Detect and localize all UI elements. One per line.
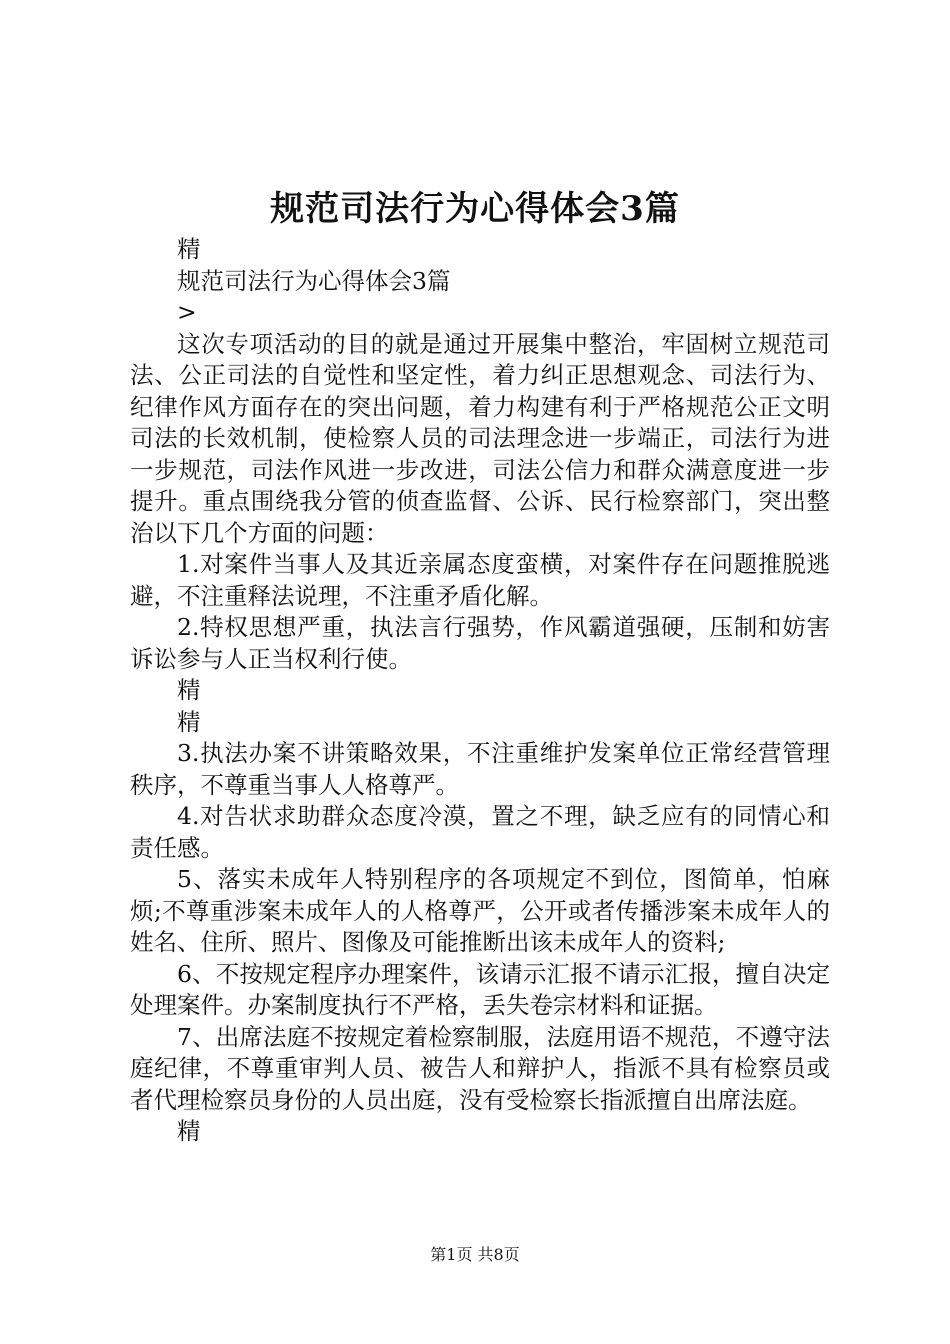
paragraph: > (177, 298, 197, 326)
paragraph: 1.对案件当事人及其近亲属态度蛮横，对案件存在问题推脱逃避，不注重释法说理，不注重矛盾化解。 (130, 550, 830, 610)
document-title: 规范司法行为心得体会3篇 (270, 189, 680, 229)
paragraph: 2.特权思想严重，执法言行强势，作风霸道强硬，压制和妨害诉讼参与人正当权利行使。 (130, 613, 830, 673)
paragraph: 4.对告状求助群众态度冷漠，置之不理，缺乏应有的同情心和责任感。 (130, 802, 830, 862)
paragraph: 精 (177, 707, 201, 736)
paragraph: 7、出席法庭不按规定着检察制服，法庭用语不规范，不遵守法庭纪律，不尊重审判人员、被告人和辩护人，指派不具有检察员或者代理检察员身份的人员出庭，没有受检察长指派擅自出席法庭。 (130, 1022, 830, 1114)
page-indicator: 第1页 共8页 (430, 1245, 520, 1264)
paragraph: 5、落实未成年人特别程序的各项规定不到位，图简单，怕麻烦;不尊重涉案未成年人的人格尊严，公开或者传播涉案未成年人的姓名、住所、照片、图像及可能推断出该未成年人的资料; (130, 865, 830, 956)
paragraph: 这次专项活动的目的就是通过开展集中整治，牢固树立规范司法、公正司法的自觉性和坚定性，着力纠正思想观念、司法行为、纪律作风方面存在的突出问题，着力构建有利于严格规范公正文明司法的长效机制，使检察人员的司法理念进一步端正，司法行为进一步规范，司法作风进一步改进，司法公信力和群众满意度进一步提升。重点围绕我分管的侦查监督、公诉、民行检察部门，突出整治以下几个方面的问题： (130, 329, 830, 547)
paragraph: 精 (177, 235, 201, 263)
paragraph: 6、不按规定程序办理案件，该请示汇报不请示汇报，擅自决定处理案件。办案制度执行不严格，丢失卷宗材料和证据。 (130, 959, 830, 1019)
paragraph: 3.执法办案不讲策略效果，不注重维护发案单位正常经营管理秩序，不尊重当事人人格尊严。 (130, 739, 830, 799)
paragraph: 精 (177, 676, 201, 704)
paragraph: 精 (177, 1117, 201, 1145)
document-body (130, 234, 830, 1148)
paragraph: 规范司法行为心得体会3篇 (177, 266, 451, 295)
